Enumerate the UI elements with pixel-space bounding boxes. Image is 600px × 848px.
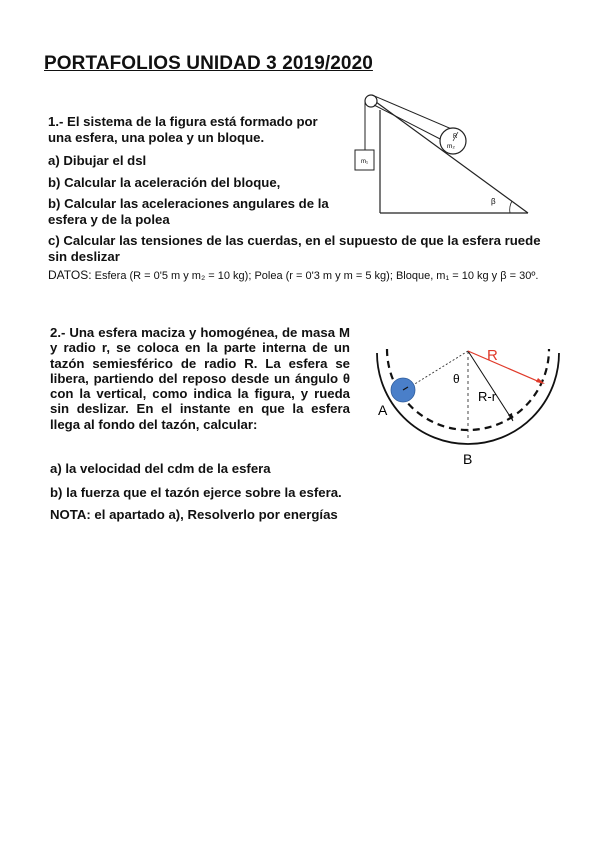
problem-1-item-c: c) Calcular las tensiones de las cuerdas, en el supuesto de que la esfera ruede sin deslizar bbox=[48, 233, 541, 264]
label-R-r: R-r bbox=[478, 389, 497, 404]
incline-plane bbox=[376, 102, 528, 213]
sphere-label-r: R bbox=[453, 134, 458, 140]
problem-1-item-b1: b) Calcular la aceleración del bloque, bbox=[48, 175, 281, 190]
page-title: PORTAFOLIOS UNIDAD 3 2019/2020 bbox=[44, 53, 373, 74]
problem-2-statement: 2.- Una esfera maciza y homogénea, de masa M y radio r, se coloca en la parte interna de un tazón semiesférico de radio R. La esfera se libera, partiendo del reposo desde un ángulo θ con la vertical, como indica la figura, y rueda sin deslizar. En el instante en que la esfera llega al fondo del tazón, calcular: bbox=[50, 325, 350, 432]
rope-sphere-bottom bbox=[374, 105, 446, 142]
label-B: B bbox=[463, 451, 473, 467]
radius-R-line bbox=[468, 351, 542, 383]
block-label: m₁ bbox=[360, 159, 369, 165]
datos-text: Esfera (R = 0'5 m y m₂ = 10 kg); Polea (r = 0'3 m y m = 5 kg); Bloque, m₁ = 10 kg y β = 30º. bbox=[94, 270, 539, 282]
problem-1-statement: 1.- El sistema de la figura está formado por una esfera, una polea y un bloque. bbox=[48, 114, 318, 145]
problem-2-item-b: b) la fuerza que el tazón ejerce sobre la esfera. bbox=[50, 485, 342, 500]
problem-1-item-b2: b) Calcular las aceleraciones angulares de la esfera y de la polea bbox=[48, 196, 329, 227]
sphere-label-m: m₂ bbox=[447, 143, 455, 150]
label-theta: θ bbox=[453, 372, 460, 386]
problem-2-figure bbox=[370, 335, 570, 470]
label-R: R bbox=[487, 347, 498, 364]
label-A: A bbox=[378, 402, 388, 418]
problem-2-nota: NOTA: el apartado a), Resolverlo por energías bbox=[50, 507, 338, 522]
problem-1-figure bbox=[350, 88, 570, 220]
problem-1-datos bbox=[48, 268, 560, 283]
problem-2-item-a: a) la velocidad del cdm de la esfera bbox=[50, 461, 271, 476]
angle-arc bbox=[510, 201, 512, 213]
problem-1-item-a: a) Dibujar el dsl bbox=[48, 153, 147, 168]
angle-label: β bbox=[491, 197, 496, 206]
datos-label: DATOS: bbox=[48, 268, 92, 282]
